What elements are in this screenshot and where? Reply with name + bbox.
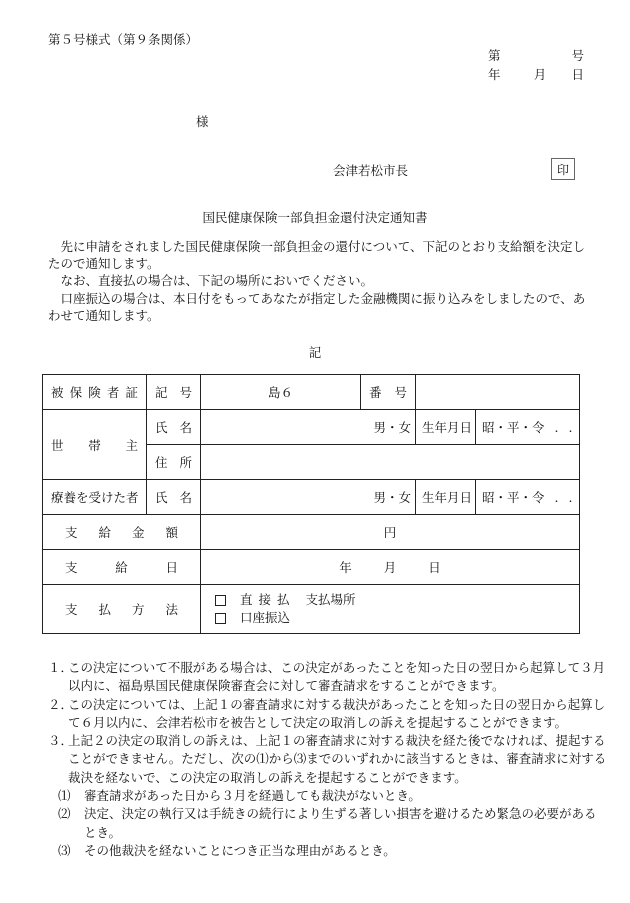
date-dot: . [554,490,559,505]
patient-gender: 男・女 [201,480,416,515]
payment-date-label: 支給日 [43,550,201,585]
householder-era [476,410,580,445]
householder-name-label: 氏名 [147,410,201,445]
direct-payment-checkbox[interactable] [215,595,226,606]
month-unit: 月 [383,560,397,575]
table-row-patient [43,480,580,515]
note-item [48,659,608,696]
bank-transfer-checkbox[interactable] [215,613,226,624]
subnote-number: ⑵ [58,806,71,822]
notes-section [48,659,608,860]
date-dot: . [554,420,559,435]
date-dot: . [568,420,573,435]
number-suffix: 号 [571,48,584,63]
householder-gender: 男・女 [201,410,416,445]
subnote-text: その他裁決を経ないことにつき正当な理由があるとき。 [84,842,396,858]
subnote-number: ⑶ [58,842,71,858]
householder-birthdate-label: 生年月日 [416,410,476,445]
form-number: 第５号様式（第９条関係） [48,32,199,47]
note-item [48,732,608,787]
payment-date-value [201,550,580,585]
patient-name-label: 氏名 [147,480,201,515]
number-value [416,375,580,410]
patient-birthdate-label: 生年月日 [416,480,476,515]
era-text: 昭・平・令 [482,420,545,435]
note-number: １． [48,660,74,675]
householder-label: 世帯主 [43,410,147,480]
address-value [201,445,580,480]
table-row-insured [43,375,580,410]
payment-method-label: 支払方法 [43,585,201,634]
bank-transfer-label: 口座振込 [240,610,291,625]
table-row-payment-date [43,550,580,585]
number-label: 番号 [361,375,416,410]
era-text: 昭・平・令 [482,490,545,505]
subnote-item [48,787,608,805]
body-paragraph-1: 先に申請をされました国民健康保険一部負担金の還付について、下記のとおり支給額を決定したので通知します。 [48,239,586,272]
subnote-text: 決定、決定の執行又は手続きの続行により生ずる著しい損害を避けるため緊急の必要があるとき。 [84,806,597,840]
seal-box: 印 [551,158,575,180]
body-text [48,238,590,324]
note-number: ２． [48,696,74,712]
number-prefix: 第 [488,48,501,63]
subnote-text: 審査請求があった日から３月を経過しても裁決がないとき。 [84,788,421,804]
day-unit: 日 [428,560,441,575]
note-text: この決定については、上記１の審査請求に対する裁決があったことを知った日の翌日から起算して６月以内に、会津若松市を被告として決定の取消しの訴えを提起することができます。 [68,696,606,730]
issue-date [488,65,584,83]
refund-details-table [42,374,580,634]
direct-payment-label: 直接払 [240,592,296,607]
patient-era [476,480,580,515]
note-text: この決定について不服がある場合は、この決定があったことを知った日の翌日から起算して３月以内に、福島県国民健康保険審査会に対して審査請求をすることができます。 [68,660,606,694]
year-unit: 年 [339,560,352,575]
note-text: 上記２の決定の取消しの訴えは、上記１の審査請求に対する裁決を経た後でなければ、提起することができません。ただし、次の⑴から⑶までのいずれかに該当するときは、審査請求に対する裁決を経ないで、この決定の取消しの訴えを提起することができます。 [68,733,607,785]
table-row-householder-name [43,410,580,445]
symbol-value: 島６ [201,375,361,410]
note-number: ３． [48,733,74,749]
year-label: 年 [488,67,501,82]
day-label: 日 [571,67,584,82]
ki-heading: 記 [308,345,322,360]
date-dot: . [568,490,573,505]
issuer-name: 会津若松市長 [333,163,409,178]
document-number [488,46,584,64]
direct-payment-option [215,591,573,609]
table-row-payment-method [43,585,580,634]
amount-label: 支給金額 [43,515,201,550]
bank-transfer-option [215,609,573,627]
subnote-number: ⑴ [58,788,71,804]
symbol-label: 記号 [147,375,201,410]
address-label: 住所 [147,445,201,480]
payment-place-label: 支払場所 [305,592,356,607]
subnote-item [48,842,608,860]
payment-method-options [201,585,580,634]
table-row-amount [43,515,580,550]
insured-label: 被保険者証 [43,375,147,410]
body-paragraph-3: 口座振込の場合は、本日付をもってあなたが指定した金融機関に振り込みをしましたので、あわせて通知します。 [48,290,586,323]
document-title: 国民健康保険一部負担金還付決定通知書 [202,210,428,225]
month-label: 月 [533,67,547,82]
amount-yen: 円 [201,515,580,550]
body-paragraph-2: なお、直接払の場合は、下記の場所においでください。 [60,273,374,289]
note-item [48,696,608,733]
patient-label: 療養を受けた者 [43,480,147,515]
subnote-item [48,805,608,842]
addressee-suffix: 様 [196,114,209,129]
